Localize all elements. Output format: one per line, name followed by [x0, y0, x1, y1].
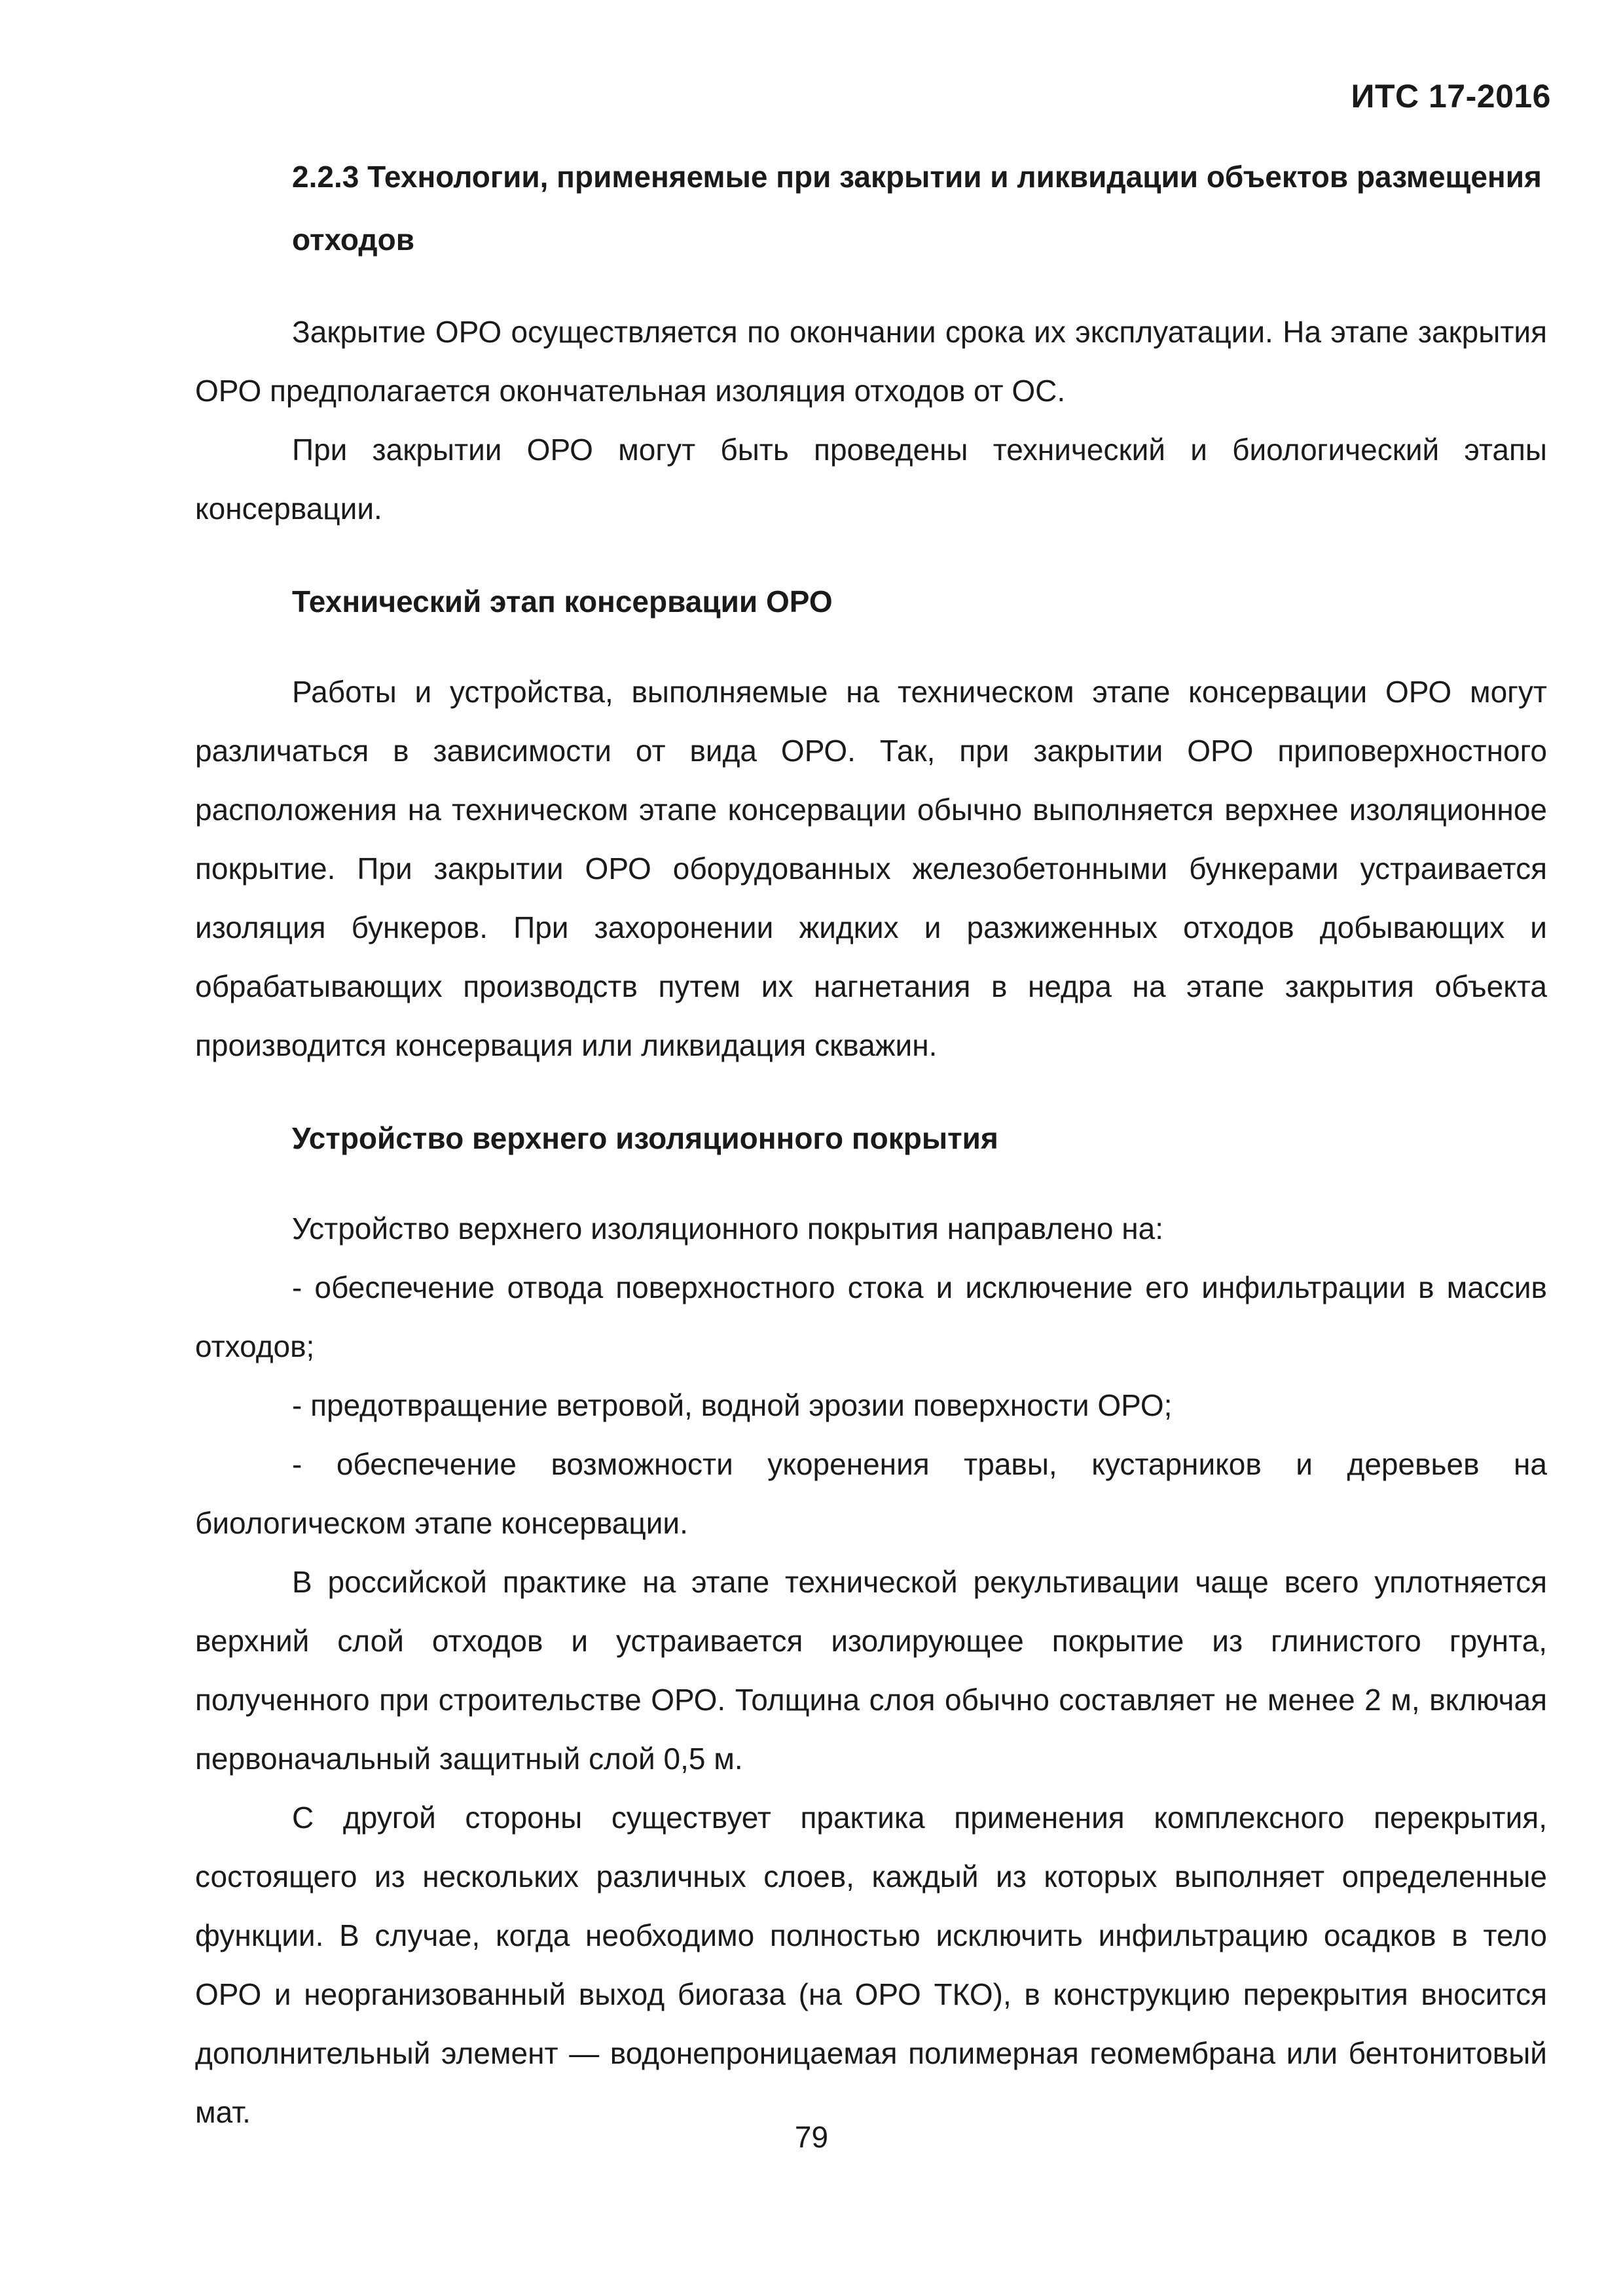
- technical-stage-paragraph: Работы и устройства, выполняемые на техническом этапе консервации ОРО могут различаться в зависимости от вида ОРО. Так, при закрытии ОРО приповерхностного расположения на техническом этапе консервации обычно выполняется верхнее изоляционное покрытие. При закрытии ОРО оборудованных железобетонными бункерами устраивается изоляция бункеров. При захоронении жидких и разжиженных отходов добывающих и обрабатывающих производств путем их нагнетания в недра на этапе закрытия объекта производится консервация или ликвидация скважин.: [195, 675, 1547, 1062]
- list-item: - обеспечение отвода поверхностного стока и исключение его инфильтрации в массив отходов;: [195, 1270, 1547, 1363]
- list-item: - обеспечение возможности укоренения травы, кустарников и деревьев на биологическом этапе консервации.: [195, 1447, 1547, 1540]
- technical-stage-heading: Технический этап консервации ОРО: [292, 584, 833, 619]
- intro-paragraph: Закрытие ОРО осуществляется по окончании срока их эксплуатации. На этапе закрытия ОРО предполагается окончательная изоляция отходов от ОС.: [195, 315, 1547, 408]
- document-code: ИТС 17-2016: [1351, 78, 1551, 115]
- section-title: 2.2.3 Технологии, применяемые при закрытии и ликвидации объектов размещения отходов: [292, 160, 1542, 257]
- list-item: - предотвращение ветровой, водной эрозии поверхности ОРО;: [292, 1388, 1173, 1422]
- top-cover-paragraph: С другой стороны существует практика применения комплексного перекрытия, состоящего из нескольких различных слоев, каждый из которых выполняет определенные функции. В случае, когда необходимо полностью исключить инфильтрацию осадков в тело ОРО и неорганизованный выход биогаза (на ОРО ТКО), в конструкцию перекрытия вносится дополнительный элемент — водонепроницаемая полимерная геомембрана или бентонитовый мат.: [195, 1801, 1547, 2129]
- page-content: [195, 145, 1547, 2142]
- top-cover-paragraph: В российской практике на этапе технической рекультивации чаще всего уплотняется верхний слой отходов и устраивается изолирующее покрытие из глинистого грунта, полученного при строительстве ОРО. Толщина слоя обычно составляет не менее 2 м, включая первоначальный защитный слой 0,5 м.: [195, 1565, 1547, 1776]
- top-cover-lead: Устройство верхнего изоляционного покрытия направлено на:: [292, 1211, 1163, 1246]
- top-cover-heading: Устройство верхнего изоляционного покрытия: [292, 1121, 998, 1155]
- page-number: 79: [794, 2120, 829, 2154]
- intro-paragraph: При закрытии ОРО могут быть проведены технический и биологический этапы консервации.: [195, 433, 1547, 526]
